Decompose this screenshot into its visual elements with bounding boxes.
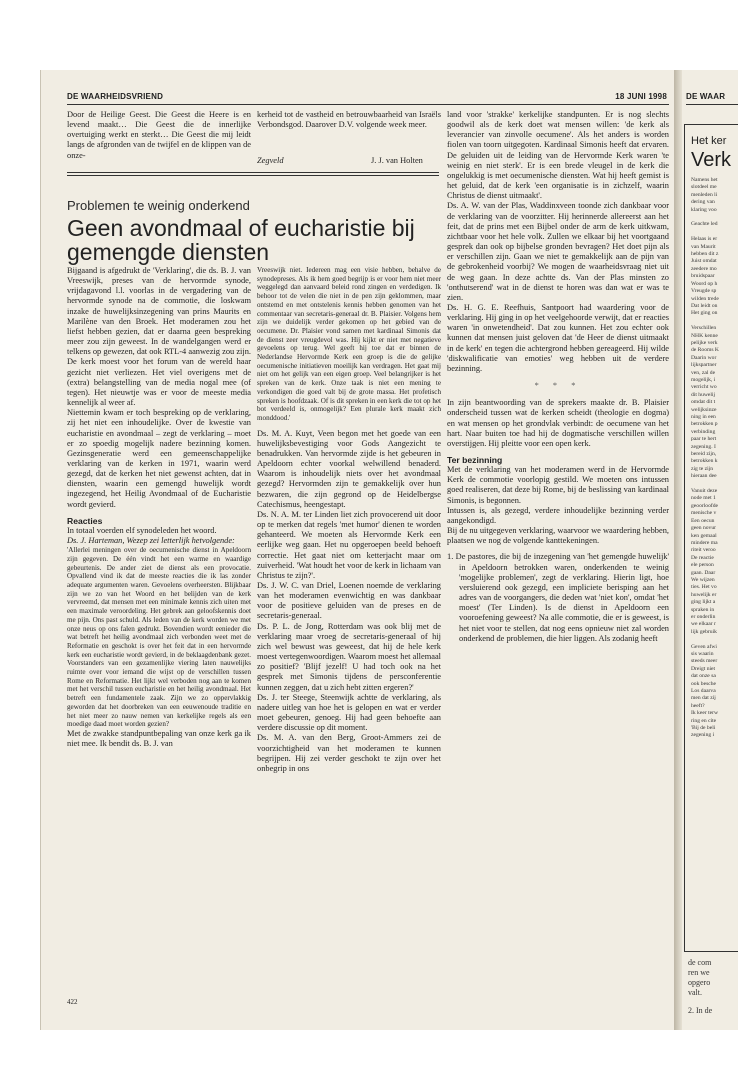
box-text-line: verbinding: [691, 428, 716, 435]
col2-para: Ds. J. W. C. van Driel, Loenen noemde de verklaring van het moderamen evenwichtig en was dankbaar voor de positieve geluiden van de preses en de secretaris-generaal.: [257, 581, 441, 621]
col3-para: land voor 'strakke' kerkelijke standpunten. Er is nog slechts goodwil als de kerk doet wat mensen willen: 'de kerk als leverancier van zinvolle oecumene'. Als het anders is worden fiolen van toorn uitgegoten. Kardinaal Simonis heeft dat ervaren. De geluiden uit de leiding van de Hervormde Kerk waren 'te weinig en niet sterk'. Er is een brede vleugel in de kerk die ongelukkig is met oecumenische diensten. Wat hij heeft gemist is het geluid, dat de kerk 'een organisatie is in zichzelf, waarin Christus de dienst uitmaakt'.: [447, 110, 669, 201]
box-text-line: [691, 318, 738, 325]
box-text-line: bruidspaar: [691, 273, 715, 280]
box-text-line: betrokken p: [691, 421, 718, 428]
col3-para: Ds. A. W. van der Plas, Waddinxveen toonde zich dankbaar voor de verklaring van de voorzitter. Hij herinnerde allereerst aan het feit, dat de prins met een Bijbel onder de arm de kerk uitkwam, zichtbaar voor het hele volk. Zullen we elkaar bij het voortgaand gesprek dan ook op bijbelse gronden bevragen? Het doet pijn als er verschillen zijn. Gaan we niet te gemakkelijk aan de pijn van de gebrokenheid voorbij? We mogen de waarheidsvraag niet uit de weg gaan. In deze achtte ds. Van der Plas minsten zo 'onthutserend' wat in de dienst te horen was dan wat er was te zien.: [447, 201, 669, 302]
box-text-line: ook besche: [691, 680, 717, 687]
box-text-line: pelijke verk: [691, 339, 718, 346]
article-col-1: [67, 266, 251, 749]
box-text-line: van Maurit: [691, 243, 716, 250]
right-bottom-text: [688, 958, 738, 1016]
box-text-line: hieraan dee: [691, 473, 717, 480]
right-bottom-line: de com: [688, 958, 712, 967]
right-bottom-line: ren we: [688, 968, 710, 977]
box-text-line: Verschillen: [691, 325, 717, 332]
box-text-line: bereid zijn,: [691, 451, 717, 458]
box-text-line: ven, zal de: [691, 369, 716, 376]
box-title-top: Het ker: [691, 135, 727, 147]
box-text-line: [691, 481, 738, 488]
box-text-line: zegening. I: [691, 443, 716, 450]
magazine-page: [40, 70, 675, 1030]
box-text-line: NHK kenne: [691, 332, 718, 339]
box-text-line: Dreigt niet: [691, 665, 716, 672]
box-text-line: steeds meer: [691, 658, 718, 665]
page-number: 422: [67, 998, 78, 1006]
box-text-line: hebben dit z: [691, 251, 719, 258]
box-text-line: Het ging on: [691, 310, 718, 317]
box-text-line: 'Bij de beli: [691, 725, 716, 732]
box-text-line: spraken in: [691, 606, 715, 613]
col2-para: Ds. P. L. de Jong, Rotterdam was ook blij met de verklaring maar vroeg de secretaris-generaal of hij zich wel bewust was geweest, dat hij de hele kerk moest vertegenwoordigen. Waarom moest het allemaal zo positief? 'Blijf jezelf! U had toch ook na het gesprek met Simonis tijdens de persconferentie kunnen zeggen, dat u zich hebt zitten ergeren?': [257, 621, 441, 692]
signature-place: Zegveld: [257, 156, 284, 165]
box-text-line: paar te hert: [691, 436, 717, 443]
box-text-line: zig te zijn: [691, 465, 714, 472]
box-text-line: ties. Het vo: [691, 584, 717, 591]
box-text-line: Geven afwi: [691, 643, 717, 650]
box-text-line: ele person: [691, 562, 714, 569]
box-text-line: slotdeel me: [691, 184, 717, 191]
box-text-line: [691, 214, 738, 221]
section-stars: * * *: [534, 381, 582, 391]
box-text-line: zegening i: [691, 732, 715, 739]
box-text-line: gaan. Daar: [691, 569, 716, 576]
box-text-line: betrokken k: [691, 458, 718, 465]
right-bottom-line: 2. In de: [688, 1006, 713, 1015]
col3-para: Met de verklaring van het moderamen werd in de Hervormde Kerk de commotie voorlopig gestild. We moeten ons intussen goed realiseren, dat deze bij Rome, bij de beslissing van kardinaal Simonis, is begonnen.: [447, 465, 669, 505]
col1-para: Niettemin kwam er toch bespreking op de verklaring, zij het niet een inhoudelijke. Over de kwestie van eucharistie en avondmaal – zegt de verklaring – moet er zo spoedig mogelijk nadere bezinning komen. Gezinsgeneratie werd een gemeenschappelijke verklaring van de kerken in 1971, waarin werd gezegd, dat de kerken het niet gewenst achten, dat in diensten, waarin een gemengd huwelijk wordt ingezegend, het Heilig Avondmaal of de Eucharistie wordt gevierd.: [67, 408, 251, 509]
col1-para: In totaal voerden elf synodeleden het woord.: [67, 525, 217, 535]
article-col-3: [447, 110, 669, 644]
box-text-line: omdat dit t: [691, 399, 716, 406]
box-text-line: wilden trede: [691, 295, 719, 302]
list-item: 1. De pastores, die bij de inzegening van 'het gemengde huwelijk' in Apeldoorn betrokken waren, onderkenden te weinig 'mogelijke problemen', zegt de verklaring. Hierin ligt, hoe versluierend ook gezegd, een impliciete berisping aan het adres van de voorgangers, die deden wat 'niet kon', omdat 'het moest' (Ter Linden). Is de dienst in Apeldoorn een vooroefening geweest? Na alle commotie, die er is geweest, is het niet voor te stellen, dat nog eens opnieuw niet zal worden onderkend de problemen, die hier liggen. Als zodanig heeft: [447, 552, 669, 643]
col3-para: Intussen is, als gezegd, verdere inhoudelijke bezinning verder aangekondigd.: [447, 505, 669, 525]
box-text-line: Woord op h: [691, 280, 718, 287]
box-text-line: mogelijk, i: [691, 376, 716, 383]
header-rule: [67, 104, 669, 105]
box-text-line: zeedere mo: [691, 265, 717, 272]
box-text-line: Dat leidt on: [691, 302, 718, 309]
article-kicker: Problemen te weinig onderkend: [67, 198, 250, 213]
verklaring-box: [684, 124, 738, 952]
box-text-line: [691, 229, 738, 236]
box-text-line: mindere ma: [691, 539, 718, 546]
box-text: [691, 177, 738, 740]
box-text-line: ging lijkt a: [691, 599, 716, 606]
box-text-line: lijkspartner: [691, 362, 717, 369]
article-col-2: [257, 266, 441, 774]
header-date: 18 JUNI 1998: [615, 92, 667, 101]
col1-para: Ds. J. Harteman, Wezep zei letterlijk hetvolgende:: [67, 536, 235, 546]
box-text-line: Geachte led: [691, 221, 718, 228]
right-header-rule: [686, 104, 738, 105]
box-text-line: lijk gebruik: [691, 628, 717, 635]
col1-para: Bijgaand is afgedrukt de 'Verklaring', die ds. B. J. van Vreeswijk, preses van de hervormde synode, vrijdagavond l.l. voorlas in de vergadering van de hervormde synode na de commotie, die loskwam inzake de huwelijksinzegening van prins Maurits en Marilène van den Broek. Het moderamen zou het liefst hebben gezien, dat er daarna geen bespreking meer zou zijn geweest. In de wandelgangen werd er telkens op gewezen, dat ook RTL-4 aanwezig zou zijn. De kerk moest voor het forum van de wereld haar gezicht niet verliezen. Het viel overigens met de (extra) belangstelling van de media nogal mee (of tegen). Het nieuwtje was er voor de meeste media kennelijk al weer af.: [67, 266, 251, 408]
box-text-line: huwelijk er: [691, 591, 717, 598]
box-text-line: geen novur: [691, 525, 717, 532]
top-col-1-text: Door de Heilige Geest. Die Geest die Heere is en levend maakt… Die Geest die de innerlijke overtuiging werkt en sterkt… Die Geest die mij leidt langs de afgronden van de twijfel en de klippen van de onze-: [67, 110, 251, 160]
box-text-line: ning in een: [691, 414, 716, 420]
right-bottom-line: valt.: [688, 988, 702, 997]
box-title: Verk: [691, 149, 732, 171]
box-text-line: Vanuit deze: [691, 488, 718, 495]
box-text-line: [691, 636, 738, 643]
header-publication: DE WAARHEIDSVRIEND: [67, 92, 164, 101]
box-text-line: De reactie: [691, 554, 714, 561]
top-col-2-text: kerheid tot de vastheid en betrouwbaarheid van Israëls Verbondsgod. Daarover D.V. volgende week meer.: [257, 110, 441, 130]
right-header-publication: DE WAAR: [686, 92, 726, 101]
right-bottom-line: opgero: [688, 978, 711, 987]
adjacent-page: [682, 70, 738, 1030]
page-gutter: [674, 70, 682, 1030]
col2-para: Ds. J. ter Steege, Steenwijk achtte de verklaring, als nadere uitleg van hoe het is gelopen en wat er verder moet gebeuren, genoeg. Hij had geen behoefte aan verdere discussie op dit moment.: [257, 692, 441, 733]
divider-rule: [67, 172, 439, 173]
harteman-quote-cont: Vreeswijk niet. Iedereen mag een visie hebben, behalve de synodepreses. Als ik hem goed begrijp is er voor hem niet meer weggelegd dan aanvaard beleid rond zingen en verdedigen. Ik behoor tot de velen die niet in de pen zijn geklommen, maar ontstemd en met ontstelenis kennis hebben genomen van het commentaar van secretaris-generaal dr. B. Plaisier. Volgens hem zijn we duidelijk verder gekomen op het gebied van de oecumene. Dr. Plaisier vond samen met kardinaal Simonis dat de dienst zeer vreugdevol was. Hij kijkt er niet met negatieve gevoelens op terug. Wel geeft hij toe dat er binnen de Nederlandse Hervormde Kerk een groep is die de gelijke oecumenische initiatieven moeilijk kan verdragen. Het gaat mij niet om het gelijk van een eigen groep. Veel belangrijker is het spreken van de kerk. Onze taak is niet een mening te verkondigen die goed valt bij de grote massa. Het profetisch spreken is hoofdzaak. Of is dit spreken in een kerk die tot op het bot verdeeld is, onmogelijk? Een plurale kerk maakt zich monddood.': [257, 266, 441, 422]
col2-para: Ds. M. A. Kuyt, Veen begon met het goede van een huwelijksbevestiging voor Gods Aangezicht te benadrukken. Van hervormde zijde is het gebeuren in Apeldoorn echter voorkal welwillend benaderd. Waarom is inhoudelijk niets over het avondmaal gezegd? Hervormden zijn te gemakkelijk over hun bezwaren, die zijn gegrond op de Heidelbergse Catechismus, heengestapt.: [257, 428, 441, 509]
top-col-1: [67, 110, 251, 161]
box-text-line: klaring voo: [691, 206, 717, 213]
box-text-line: sis waarin: [691, 651, 714, 657]
top-col-2: [257, 110, 441, 130]
box-text-line: ring en cite: [691, 717, 717, 724]
box-text-line: menische v: [691, 510, 717, 517]
box-text-line: Juist omdat: [691, 258, 717, 265]
box-text-line: welijksinze: [691, 406, 717, 413]
col2-para: Ds. N. A. M. ter Linden liet zich provocerend uit door op te merken dat regels 'met humor' dienen te worden gehanteerd. We moeten als Hervormde Kerk een eerlijke weg gaan. Het nu opgeroepen beeld behoeft correctie. Het gaat niet om ketterjacht maar om zuiverheid. 'Wat houdt het voor de kerk in lichaam van Christus te zijn?'.: [257, 509, 441, 580]
box-text-line: we elkaar r: [691, 621, 716, 628]
article-title: Geen avondmaal of eucharistie bij gemengde diensten: [67, 215, 415, 265]
col2-para: Ds. M. A. van den Berg, Groot-Ammers zei de voorzichtigheid van het moderamen te kunnen begrijpen. Hij zei verder geschokt te zijn over het onbegrip in ons: [257, 733, 441, 773]
box-text-line: geoorloofde: [691, 502, 719, 509]
box-text-line: de Rooms K: [691, 347, 719, 354]
col1-para: Met de zwakke standpuntbepaling van onze kerk ga ik niet mee. Ik bendit ds. B. J. van: [67, 728, 251, 749]
box-text-line: Daarin wor: [691, 354, 717, 361]
numbered-list: [447, 552, 669, 643]
box-text-line: Vreugde sp: [691, 288, 717, 295]
box-text-line: menleden li: [691, 191, 718, 198]
harteman-quote: 'Allerlei meningen over de oecumenische dienst in Apeldoorn zijn gegeven. De één vindt het een warme en waardige gebeurtenis. De ander ziet de dienst als een provocatie. Opvallend vind ik dat de meeste reacties die ik las zonder adequate argumenten waren. Gevoelens overheersten. Blijkbaar zijn we zo van het Woord en het belijden van de kerk vervreemd, dat mensen met een minimale kennis zich uiten met een maximale veroordeling. Het gebrek aan geloofskennis doet me pijn. Ons past schuld. Als leden van de kerk worden we met onze neus op ons falen gedrukt. Bovendien wordt eenieder die wat betreft het heilig avondmaal zich verbonden weet met de Reformatie en geschokt is over het feit dat in een hervormde kerk een eucharistie wordt gevierd, in de beklaagdenbank gezet. Voorstanders van een gezamenlijke viering laten nauwelijks ruimte over voor iemand die wijst op de verschillen tussen Rome en Reformatie. Het lijkt wel verboden nog aan te komen met het verschil tussen eucharistie en het heilig avondmaal. Het betreft een fundamentele zaak. Zijn we zo oppervlakkig geworden dat het doorbreken van een eeuwenoude traditie en het niet meer zo nauw nemen van kerkelijke regels als een moedige daad moet worden gezien?: [67, 546, 251, 729]
box-text-line: er onderlin: [691, 613, 716, 620]
signature-name: J. J. van Holten: [371, 156, 423, 165]
box-text-line: Helaas is er: [691, 236, 718, 243]
box-text-line: Ik keer terw: [691, 710, 719, 717]
col3-para: In zijn beantwoording van de sprekers maakte dr. B. Plaisier onderscheid tussen wat de kerken scheidt (theologie en dogma) en wat mensen op het grondvlak verbindt: de oecumene van het hart. Naar buiten toe had hij de dogmatische verschillen willen overstijgen. Hij pleitte voor een open kerk.: [447, 398, 669, 448]
box-text-line: men dat zij: [691, 695, 716, 702]
box-text-line: Los daarva: [691, 688, 716, 695]
subheading-ter-bezinning: Ter bezinning: [447, 455, 503, 465]
box-text-line: We wijzen: [691, 576, 715, 583]
col3-para: Bij de nu uitgegeven verklaring, waarvoor we waardering hebben, plaatsen we nog de volgende kanttekeningen.: [447, 526, 669, 546]
box-text-line: ken gemaal: [691, 532, 717, 539]
box-text-line: heeft?: [691, 702, 705, 709]
box-text-line: dit huwelij: [691, 391, 716, 398]
box-text-line: Een oecun: [691, 517, 715, 524]
box-text-line: dering van: [691, 199, 715, 206]
box-text-line: node met 1: [691, 495, 716, 502]
box-text-line: verricht wo: [691, 384, 717, 391]
box-text-line: Namens het: [691, 177, 718, 183]
divider-rule-double: [67, 175, 439, 176]
subheading-reacties: Reacties: [67, 515, 103, 526]
box-text-line: dat onze sa: [691, 673, 716, 680]
col3-para: Ds. H. G. E. Reefhuis, Santpoort had waardering voor de verklaring. Hij ging in op het veelgehoorde verwijt, dat er reacties waren 'in onwetendheid'. Dat zou kunnen. Het zou echter ook kunnen dat mensen juist geloven dat 'de Heer de dienst uitmaakt in de kerk' en tegen die achtergrond hebben gereageerd. Hij wilde 'diskwalificatie van emoties' weg hebben uit de verdere bezinning.: [447, 302, 669, 373]
box-text-line: riteit veroo: [691, 547, 716, 554]
